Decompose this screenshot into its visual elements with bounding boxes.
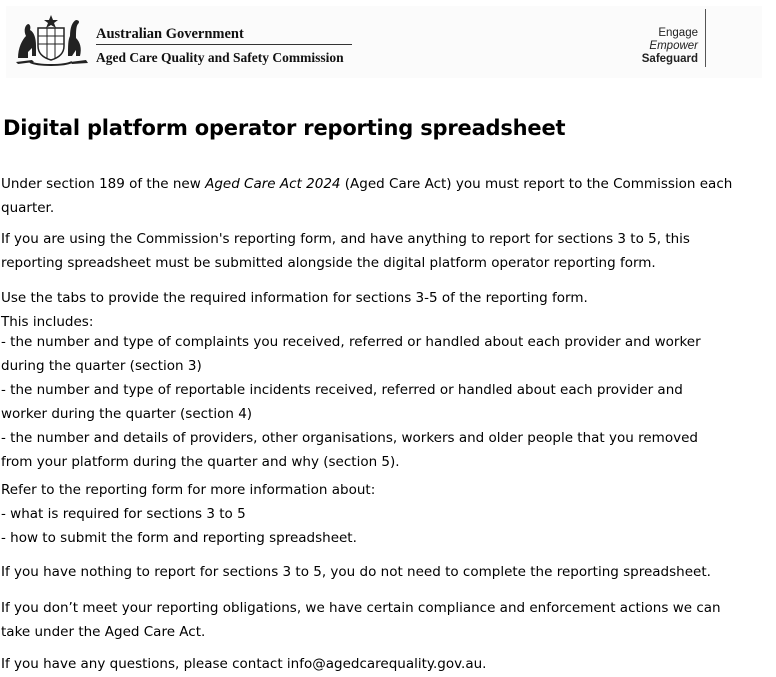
commission-name: Aged Care Quality and Safety Commission bbox=[96, 50, 344, 65]
bullet-line: worker during the quarter (section 4) bbox=[1, 406, 253, 422]
tagline-divider bbox=[705, 9, 706, 67]
body-line: If you don’t meet your reporting obligations, we have certain compliance and enforcement actions we can bbox=[1, 600, 721, 616]
government-name: Australian Government bbox=[96, 26, 244, 42]
tagline-engage: Engage bbox=[658, 27, 698, 39]
bullet-line: - the number and type of reportable incidents received, referred or handled about each provider and bbox=[1, 382, 683, 398]
government-divider bbox=[96, 44, 352, 45]
body-line: This includes: bbox=[1, 314, 94, 330]
bullet-line: during the quarter (section 3) bbox=[1, 358, 202, 374]
body-line: reporting spreadsheet must be submitted alongside the digital platform operator reporting form. bbox=[1, 255, 656, 271]
bullet-line: - the number and type of complaints you received, referred or handled about each provider and worker bbox=[1, 334, 701, 350]
page-title: Digital platform operator reporting spreadsheet bbox=[3, 116, 566, 140]
intro-text-cont: (Aged Care Act) you must report to the Commission each bbox=[340, 176, 733, 192]
header-banner bbox=[6, 6, 762, 78]
bullet-line: from your platform during the quarter and why (section 5). bbox=[1, 454, 400, 470]
coat-of-arms-logo bbox=[12, 12, 90, 68]
bullet-line: - what is required for sections 3 to 5 bbox=[1, 506, 246, 522]
contact-line: If you have any questions, please contact info@agedcarequality.gov.au. bbox=[1, 656, 487, 672]
body-line: Refer to the reporting form for more information about: bbox=[1, 482, 376, 498]
body-line: Use the tabs to provide the required information for sections 3-5 of the reporting form. bbox=[1, 290, 588, 306]
body-line: If you have nothing to report for sections 3 to 5, you do not need to complete the reporting spreadsheet. bbox=[1, 564, 711, 580]
bullet-line: - how to submit the form and reporting spreadsheet. bbox=[1, 530, 357, 546]
tagline-empower: Empower bbox=[649, 40, 698, 52]
tagline bbox=[642, 27, 698, 66]
intro-text: Under section 189 of the new bbox=[1, 176, 206, 192]
body-line: If you are using the Commission's reporting form, and have anything to report for sections 3 to 5, this bbox=[1, 231, 690, 247]
bullet-line: - the number and details of providers, other organisations, workers and older people that you removed bbox=[1, 430, 698, 446]
body-line: quarter. bbox=[1, 200, 55, 216]
body-line: take under the Aged Care Act. bbox=[1, 624, 206, 640]
body-line bbox=[1, 175, 732, 193]
act-name: Aged Care Act 2024 bbox=[205, 176, 341, 192]
tagline-safeguard: Safeguard bbox=[641, 53, 698, 65]
